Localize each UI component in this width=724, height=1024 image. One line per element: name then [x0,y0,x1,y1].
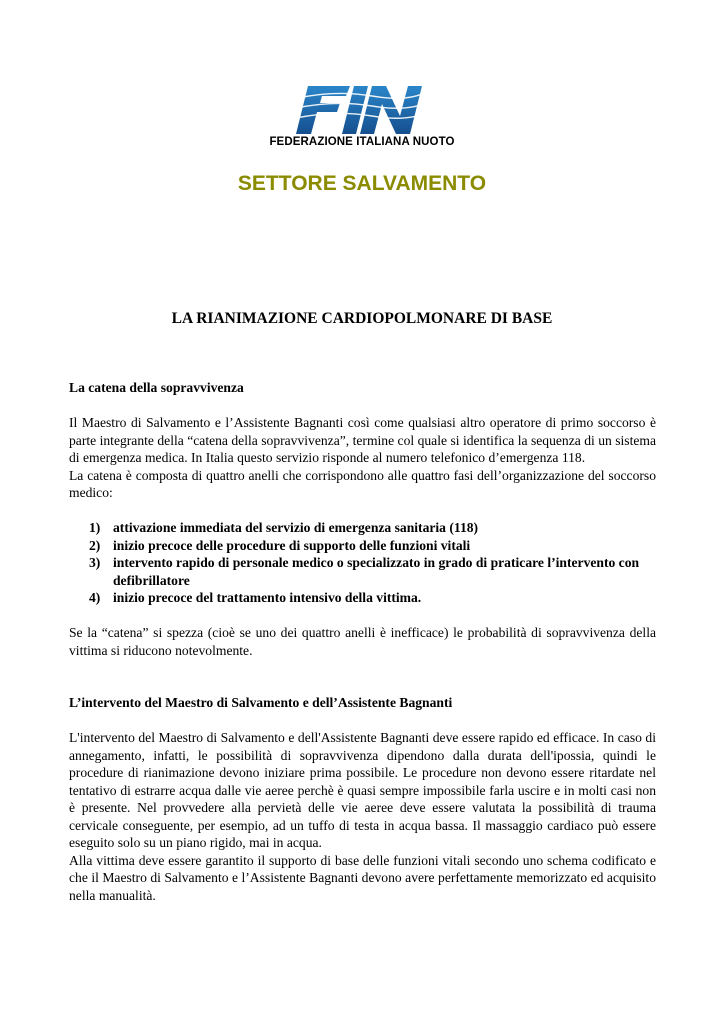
list-item: 3) intervento rapido di personale medico o specializzato in grado di praticare l’intervento con defibrillatore [89,555,640,588]
document-title: LA RIANIMAZIONE CARDIOPOLMONARE DI BASE [171,310,553,327]
paragraph: Alla vittima deve essere garantito il supporto di base delle funzioni vitali secondo uno schema codificato e che il Maestro di Salvamento e l’Assistente Bagnanti devono avere perfettamente memorizzato ed acquisito nella manualità. [69,852,656,903]
list-item: 4) inizio precoce del trattamento intensivo della vittima. [89,590,422,605]
fin-logo-graphic [296,84,430,136]
paragraph: La catena è composta di quattro anelli che corrispondono alle quattro fasi dell’organizzazione del soccorso medico: [69,467,656,500]
fin-logo [296,84,430,136]
list-item: 1) attivazione immediata del servizio di emergenza sanitaria (118) [89,520,479,535]
document-body [69,379,656,904]
sector-title: SETTORE SALVAMENTO [237,172,487,195]
org-name: FEDERAZIONE ITALIANA NUOTO [269,136,455,148]
list-item: 2) inizio precoce delle procedure di supporto delle funzioni vitali [89,537,471,553]
section-heading-chain: La catena della sopravvivenza [69,380,244,395]
paragraph: L'intervento del Maestro di Salvamento e dell'Assistente Bagnanti deve essere rapido ed efficace. In caso di annegamento, infatti, le possibilità di sopravvivenza dipendono dalla durata dell'ipossia, quindi le procedure di rianimazione devono iniziare prima possibile. Le procedure non devono essere ritardate nel tentativo di estrarre acqua dalle vie aeree perchè è quasi sempre impossibile farla uscire e in molti casi non è presente. Nel provvedere alla pervietà delle vie aeree deve essere valutata la possibilità di trauma cervicale conseguente, per esempio, ad un tuffo di testa in acqua bassa. Il massaggio cardiaco può essere eseguito solo su un piano rigido, mai in acqua. [69,730,656,850]
section-heading-intervention: L’intervento del Maestro di Salvamento e dell’Assistente Bagnanti [69,695,453,710]
paragraph: Il Maestro di Salvamento e l’Assistente Bagnanti così come qualsiasi altro operatore di primo soccorso è parte integrante della “catena della sopravvivenza”, termine col quale si identifica la sequenza di un sistema di emergenza medica. In Italia questo servizio risponde al numero telefonico d’emergenza 118. [69,415,656,465]
phases-list [69,519,656,607]
paragraph: Se la “catena” si spezza (cioè se uno dei quattro anelli è inefficace) le probabilità di sopravvivenza della vittima si riducono notevolmente. [69,625,656,658]
